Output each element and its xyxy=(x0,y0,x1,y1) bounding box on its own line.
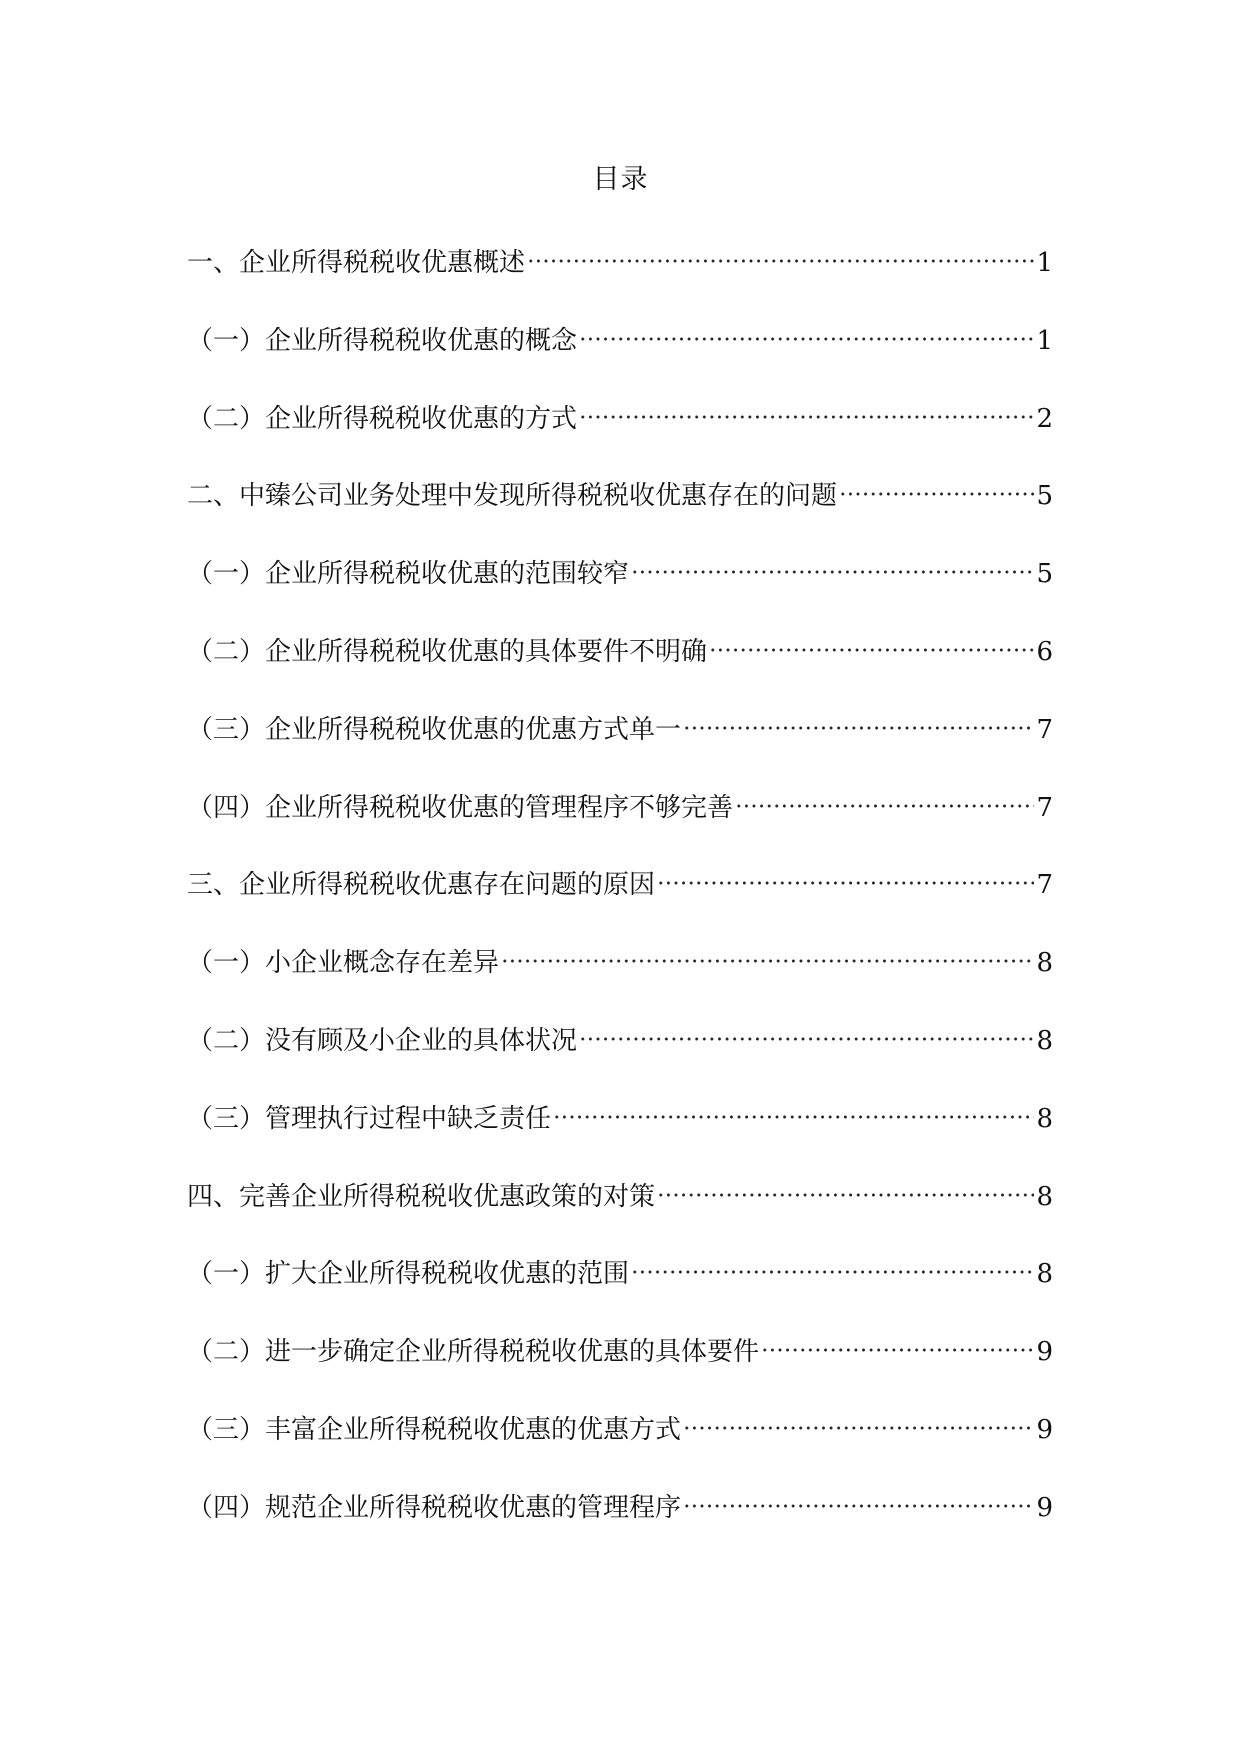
toc-entry[interactable] xyxy=(187,556,1053,634)
toc-page-number: 9 xyxy=(1036,1414,1053,1445)
toc-entry[interactable] xyxy=(187,323,1053,401)
toc-entry-text: （一）扩大企业所得税税收优惠的范围 xyxy=(187,1259,630,1290)
toc-entry[interactable] xyxy=(187,1023,1053,1101)
toc-page-number: 8 xyxy=(1036,1103,1053,1134)
toc-entry-text: （一）小企业概念存在差异 xyxy=(187,948,500,979)
toc-entry[interactable] xyxy=(187,1334,1053,1412)
toc-entry-text: （三）丰富企业所得税税收优惠的优惠方式 xyxy=(187,1414,682,1445)
toc-dot-leader xyxy=(735,803,1034,809)
toc-dot-leader xyxy=(501,958,1034,964)
toc-entry-text: （二）没有顾及小企业的具体状况 xyxy=(187,1025,578,1056)
toc-dot-leader xyxy=(553,1114,1034,1120)
toc-page-number: 7 xyxy=(1036,714,1053,745)
toc-dot-leader xyxy=(631,569,1034,575)
toc-dot-leader xyxy=(527,258,1034,264)
toc-entry[interactable] xyxy=(187,790,1053,868)
toc-entry-text: 三、企业所得税税收优惠存在问题的原因 xyxy=(187,870,656,901)
toc-dot-leader xyxy=(579,336,1034,342)
toc-page-number: 7 xyxy=(1036,792,1053,823)
toc-page-number: 5 xyxy=(1036,559,1053,590)
toc-entry-text: （四）企业所得税税收优惠的管理程序不够完善 xyxy=(187,792,734,823)
toc-page-number: 8 xyxy=(1036,948,1053,979)
toc-page-number: 6 xyxy=(1036,636,1053,667)
toc-page-number: 8 xyxy=(1036,1181,1053,1212)
toc-entry-text: （一）企业所得税税收优惠的范围较窄 xyxy=(187,559,630,590)
toc-entry-text: 一、企业所得税税收优惠概述 xyxy=(187,248,526,278)
toc-entry[interactable] xyxy=(187,1179,1053,1257)
toc-entry[interactable] xyxy=(187,1490,1053,1568)
toc-entry-text: （三）管理执行过程中缺乏责任 xyxy=(187,1103,552,1134)
toc-entry[interactable] xyxy=(187,1412,1053,1490)
toc-entry-text: （二）企业所得税税收优惠的方式 xyxy=(187,403,578,434)
toc-entry[interactable] xyxy=(187,634,1053,712)
toc-dot-leader xyxy=(839,491,1034,497)
toc-page-number: 2 xyxy=(1036,403,1053,434)
toc-entry-text: （三）企业所得税税收优惠的优惠方式单一 xyxy=(187,714,682,745)
toc-entry[interactable] xyxy=(187,1256,1053,1334)
toc-page-number: 1 xyxy=(1036,248,1053,278)
toc-dot-leader xyxy=(683,1503,1034,1509)
toc-page-number: 8 xyxy=(1036,1025,1053,1056)
toc-page-number: 8 xyxy=(1036,1259,1053,1290)
toc-page-number: 5 xyxy=(1036,481,1053,512)
toc-entry-text: （二）进一步确定企业所得税税收优惠的具体要件 xyxy=(187,1337,760,1368)
toc-title: 目录 xyxy=(592,164,649,195)
toc-page-number: 9 xyxy=(1036,1337,1053,1368)
toc-dot-leader xyxy=(579,1036,1034,1042)
toc-entry-text: （二）企业所得税税收优惠的具体要件不明确 xyxy=(187,636,708,667)
toc-dot-leader xyxy=(683,725,1034,731)
toc-dot-leader xyxy=(657,1192,1034,1198)
toc-entry-text: （一）企业所得税税收优惠的概念 xyxy=(187,325,578,356)
toc-dot-leader xyxy=(761,1347,1034,1353)
toc-entry[interactable] xyxy=(187,867,1053,945)
toc-entry[interactable] xyxy=(187,1101,1053,1179)
toc-dot-leader xyxy=(579,414,1034,420)
toc-entry[interactable] xyxy=(187,401,1053,479)
toc-entry[interactable] xyxy=(187,478,1053,556)
toc-entry-text: 四、完善企业所得税税收优惠政策的对策 xyxy=(187,1181,656,1212)
toc-dot-leader xyxy=(631,1269,1034,1275)
toc-entry[interactable] xyxy=(187,245,1053,323)
toc-entry-text: （四）规范企业所得税税收优惠的管理程序 xyxy=(187,1492,682,1523)
toc-page-number: 7 xyxy=(1036,870,1053,901)
toc-entry[interactable] xyxy=(187,945,1053,1023)
toc-dot-leader xyxy=(709,647,1034,653)
toc-dot-leader xyxy=(683,1425,1034,1431)
toc-page-number: 9 xyxy=(1036,1492,1053,1523)
toc-entry[interactable] xyxy=(187,712,1053,790)
toc-entry-text: 二、中臻公司业务处理中发现所得税税收优惠存在的问题 xyxy=(187,481,838,512)
toc-page-number: 1 xyxy=(1036,325,1053,356)
toc-list xyxy=(187,245,1053,1568)
toc-dot-leader xyxy=(657,880,1034,886)
